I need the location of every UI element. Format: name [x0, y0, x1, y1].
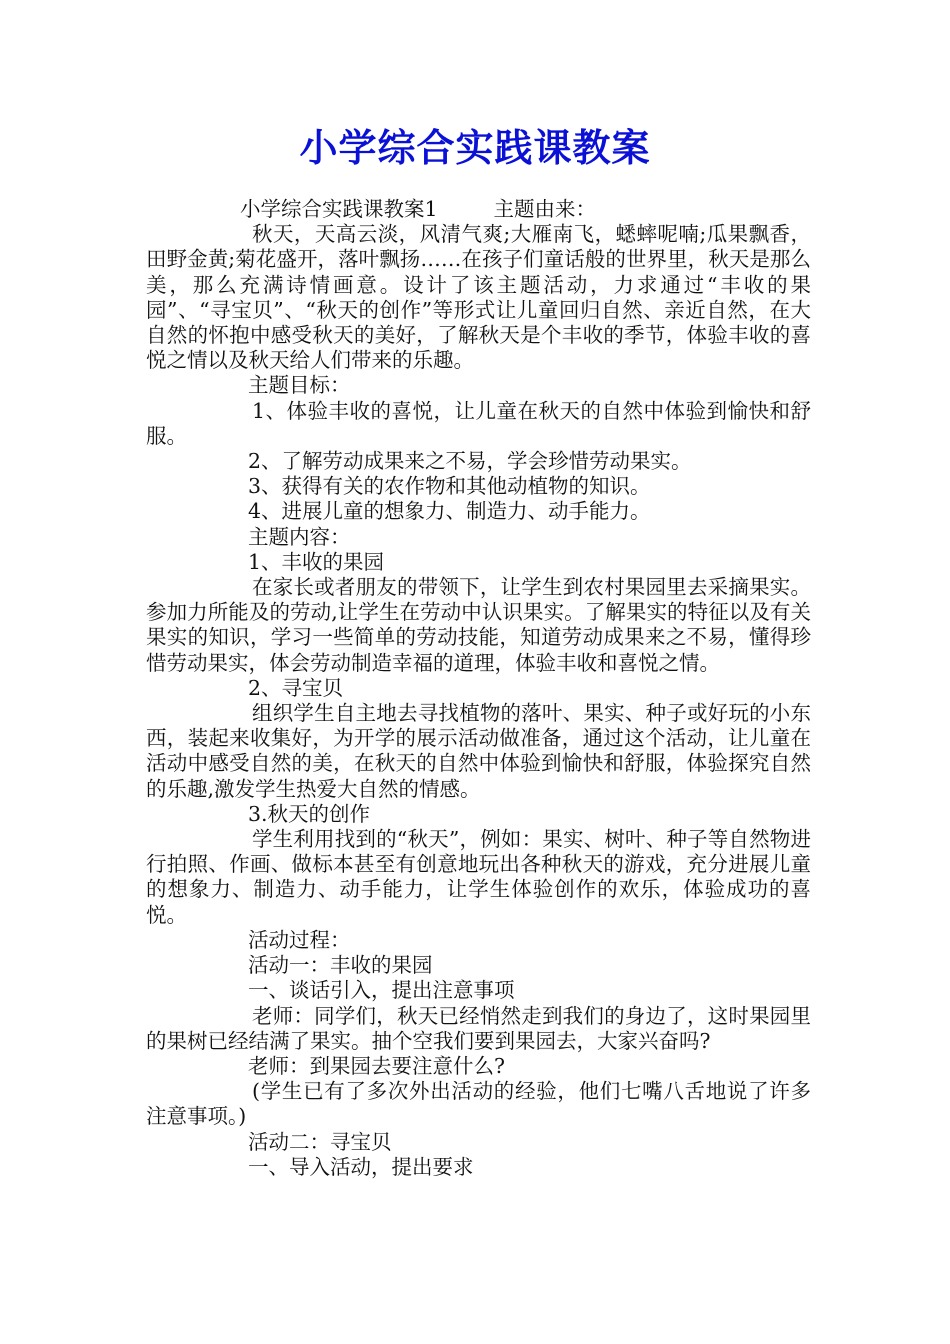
paragraph: 在家长或者朋友的带领下，让学生到农村果园里去采摘果实。参加力所能及的劳动,让学生在劳动中认识果实。了解果实的特征以及有关果实的知识，学习一些简单的劳动技能，知道劳动成果来之不易，懂得珍惜劳动果实，体会劳动制造幸福的道理，体验丰收和喜悦之情。: [146, 575, 811, 675]
list-item: 3、获得有关的农作物和其他动植物的知识。: [248, 474, 651, 499]
step-heading: 一、导入活动，提出要求: [248, 1154, 474, 1179]
subsection-heading: 2、寻宝贝: [248, 675, 344, 700]
document-body: [146, 197, 811, 1180]
header-right: 主题由来：: [493, 197, 597, 221]
paragraph: (学生已有了多次外出活动的经验，他们七嘴八舌地说了许多注意事项。): [146, 1079, 811, 1129]
step-heading: 一、谈话引入，提出注意事项: [248, 978, 515, 1003]
header-left: 小学综合实践课教案1: [240, 197, 438, 221]
activity-heading: 活动二：寻宝贝: [248, 1129, 392, 1154]
section-heading: 主题目标：: [248, 373, 351, 398]
document-title: 小学综合实践课教案: [299, 126, 651, 170]
section-heading: 活动过程：: [248, 927, 351, 952]
paragraph: 秋天，天高云淡，风清气爽;大雁南飞，蟋蟀呢喃;瓜果飘香，田野金黄;菊花盛开，落叶飘扬……在孩子们童话般的世界里，秋天是那么美，那么充满诗情画意。设计了该主题活动，力求通过“丰收的果园”、“寻宝贝”、“秋天的创作”等形式让儿童回归自然、亲近自然，在大自然的怀抱中感受秋天的美好，了解秋天是个丰收的季节，体验丰收的喜悦之情以及秋天给人们带来的乐趣。: [146, 222, 811, 373]
paragraph: 学生利用找到的“秋天”，例如：果实、树叶、种子等自然物进行拍照、作画、做标本甚至有创意地玩出各种秋天的游戏，充分进展儿童的想象力、制造力、动手能力，让学生体验创作的欢乐，体验成功的喜悦。: [146, 827, 811, 927]
paragraph: 老师：到果园去要注意什么?: [248, 1053, 505, 1078]
list-item: 2、了解劳动成果来之不易，学会珍惜劳动果实。: [248, 449, 692, 474]
paragraph: 1、体验丰收的喜悦，让儿童在秋天的自然中体验到愉快和舒服。: [146, 398, 811, 448]
list-item: 4、进展儿童的想象力、制造力、动手能力。: [248, 499, 651, 524]
subsection-heading: 3.秋天的创作: [248, 801, 371, 826]
section-heading: 主题内容：: [248, 524, 351, 549]
activity-heading: 活动一：丰收的果园: [248, 953, 433, 978]
header-line: [146, 197, 811, 222]
paragraph: 组织学生自主地去寻找植物的落叶、果实、种子或好玩的小东西，装起来收集好，为开学的展示活动做准备，通过这个活动，让儿童在活动中感受自然的美，在秋天的自然中体验到愉快和舒服，体验探究自然的乐趣,激发学生热爱大自然的情感。: [146, 701, 811, 801]
subsection-heading: 1、丰收的果园: [248, 549, 385, 574]
paragraph: 老师：同学们，秋天已经悄然走到我们的身边了，这时果园里的果树已经结满了果实。抽个空我们要到果园去，大家兴奋吗?: [146, 1003, 811, 1053]
